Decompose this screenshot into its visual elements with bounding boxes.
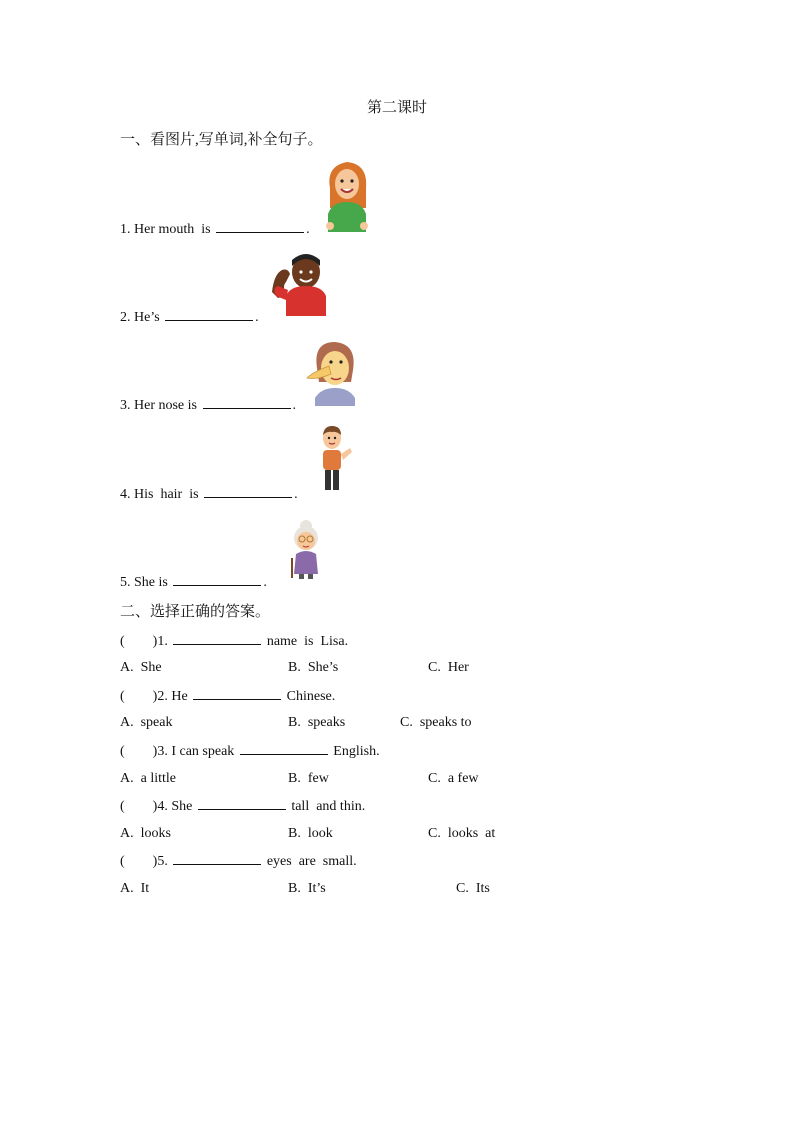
item-text: Her nose is [134, 398, 197, 413]
section-1-heading: 一、看图片,写单词,补全句子。 [120, 132, 323, 148]
item-number: 5. [120, 575, 131, 590]
answer-blank [240, 742, 328, 755]
fill-item-1 [120, 220, 310, 239]
item-text-end: . [255, 310, 259, 325]
fill-item-5 [120, 573, 267, 592]
option-c: C. Its [456, 881, 490, 896]
answer-paren[interactable]: ( )4. [120, 799, 168, 814]
answer-blank [173, 632, 261, 645]
option-b: B. It’s [288, 881, 326, 896]
question-text-end: name is Lisa. [266, 634, 349, 649]
answer-blank[interactable] [165, 308, 253, 321]
option-b: B. few [288, 771, 329, 786]
item-text: His hair is [134, 487, 199, 502]
option-a: A. a little [120, 771, 176, 786]
question-text-end: eyes are small. [266, 854, 357, 869]
fill-item-4 [120, 485, 298, 504]
answer-blank[interactable] [204, 485, 292, 498]
fill-item-2 [120, 308, 259, 327]
option-c: C. Her [428, 660, 469, 675]
question-text-end: tall and thin. [291, 799, 366, 814]
option-a: A. She [120, 660, 162, 675]
answer-blank[interactable] [203, 396, 291, 409]
item-text-end: . [292, 398, 296, 413]
option-c: C. looks at [428, 826, 496, 841]
option-b: B. speaks [288, 715, 346, 730]
question-3 [120, 742, 380, 761]
question-2 [120, 687, 335, 706]
question-4 [120, 797, 365, 816]
answer-paren[interactable]: ( )3. [120, 744, 168, 759]
question-text: He [171, 689, 188, 704]
item-number: 3. [120, 398, 131, 413]
strong-boy-icon [268, 252, 330, 316]
item-text: He’s [134, 310, 160, 325]
answer-blank[interactable] [173, 573, 261, 586]
answer-paren[interactable]: ( )1. [120, 634, 168, 649]
long-nose-woman-icon [303, 338, 361, 406]
answer-blank[interactable] [216, 220, 304, 233]
option-c: C. a few [428, 771, 479, 786]
option-c: C. speaks to [400, 715, 472, 730]
item-number: 1. [120, 222, 131, 237]
option-a: A. speak [120, 715, 173, 730]
answer-blank [198, 797, 286, 810]
question-text: She [171, 799, 193, 814]
option-a: A. It [120, 881, 150, 896]
item-text-end: . [263, 575, 267, 590]
answer-paren[interactable]: ( )2. [120, 689, 168, 704]
item-text-end: . [294, 487, 298, 502]
item-text-end: . [306, 222, 310, 237]
short-hair-boy-icon [312, 424, 356, 494]
old-grandma-icon [282, 518, 326, 580]
answer-paren[interactable]: ( )5. [120, 854, 168, 869]
question-text: I can speak [171, 744, 235, 759]
question-1 [120, 632, 348, 651]
page-title: 第二课时 [366, 100, 427, 116]
option-b: B. She’s [288, 660, 339, 675]
question-text-end: Chinese. [286, 689, 336, 704]
option-b: B. look [288, 826, 333, 841]
section-2-heading: 二、选择正确的答案。 [120, 604, 271, 620]
question-text-end: English. [333, 744, 380, 759]
question-5 [120, 852, 357, 871]
item-number: 4. [120, 487, 131, 502]
answer-blank [173, 852, 261, 865]
item-text: She is [134, 575, 168, 590]
fill-item-3 [120, 396, 296, 415]
option-a: A. looks [120, 826, 171, 841]
item-text: Her mouth is [134, 222, 211, 237]
item-number: 2. [120, 310, 131, 325]
smiling-girl-icon [322, 158, 372, 232]
answer-blank [193, 687, 281, 700]
